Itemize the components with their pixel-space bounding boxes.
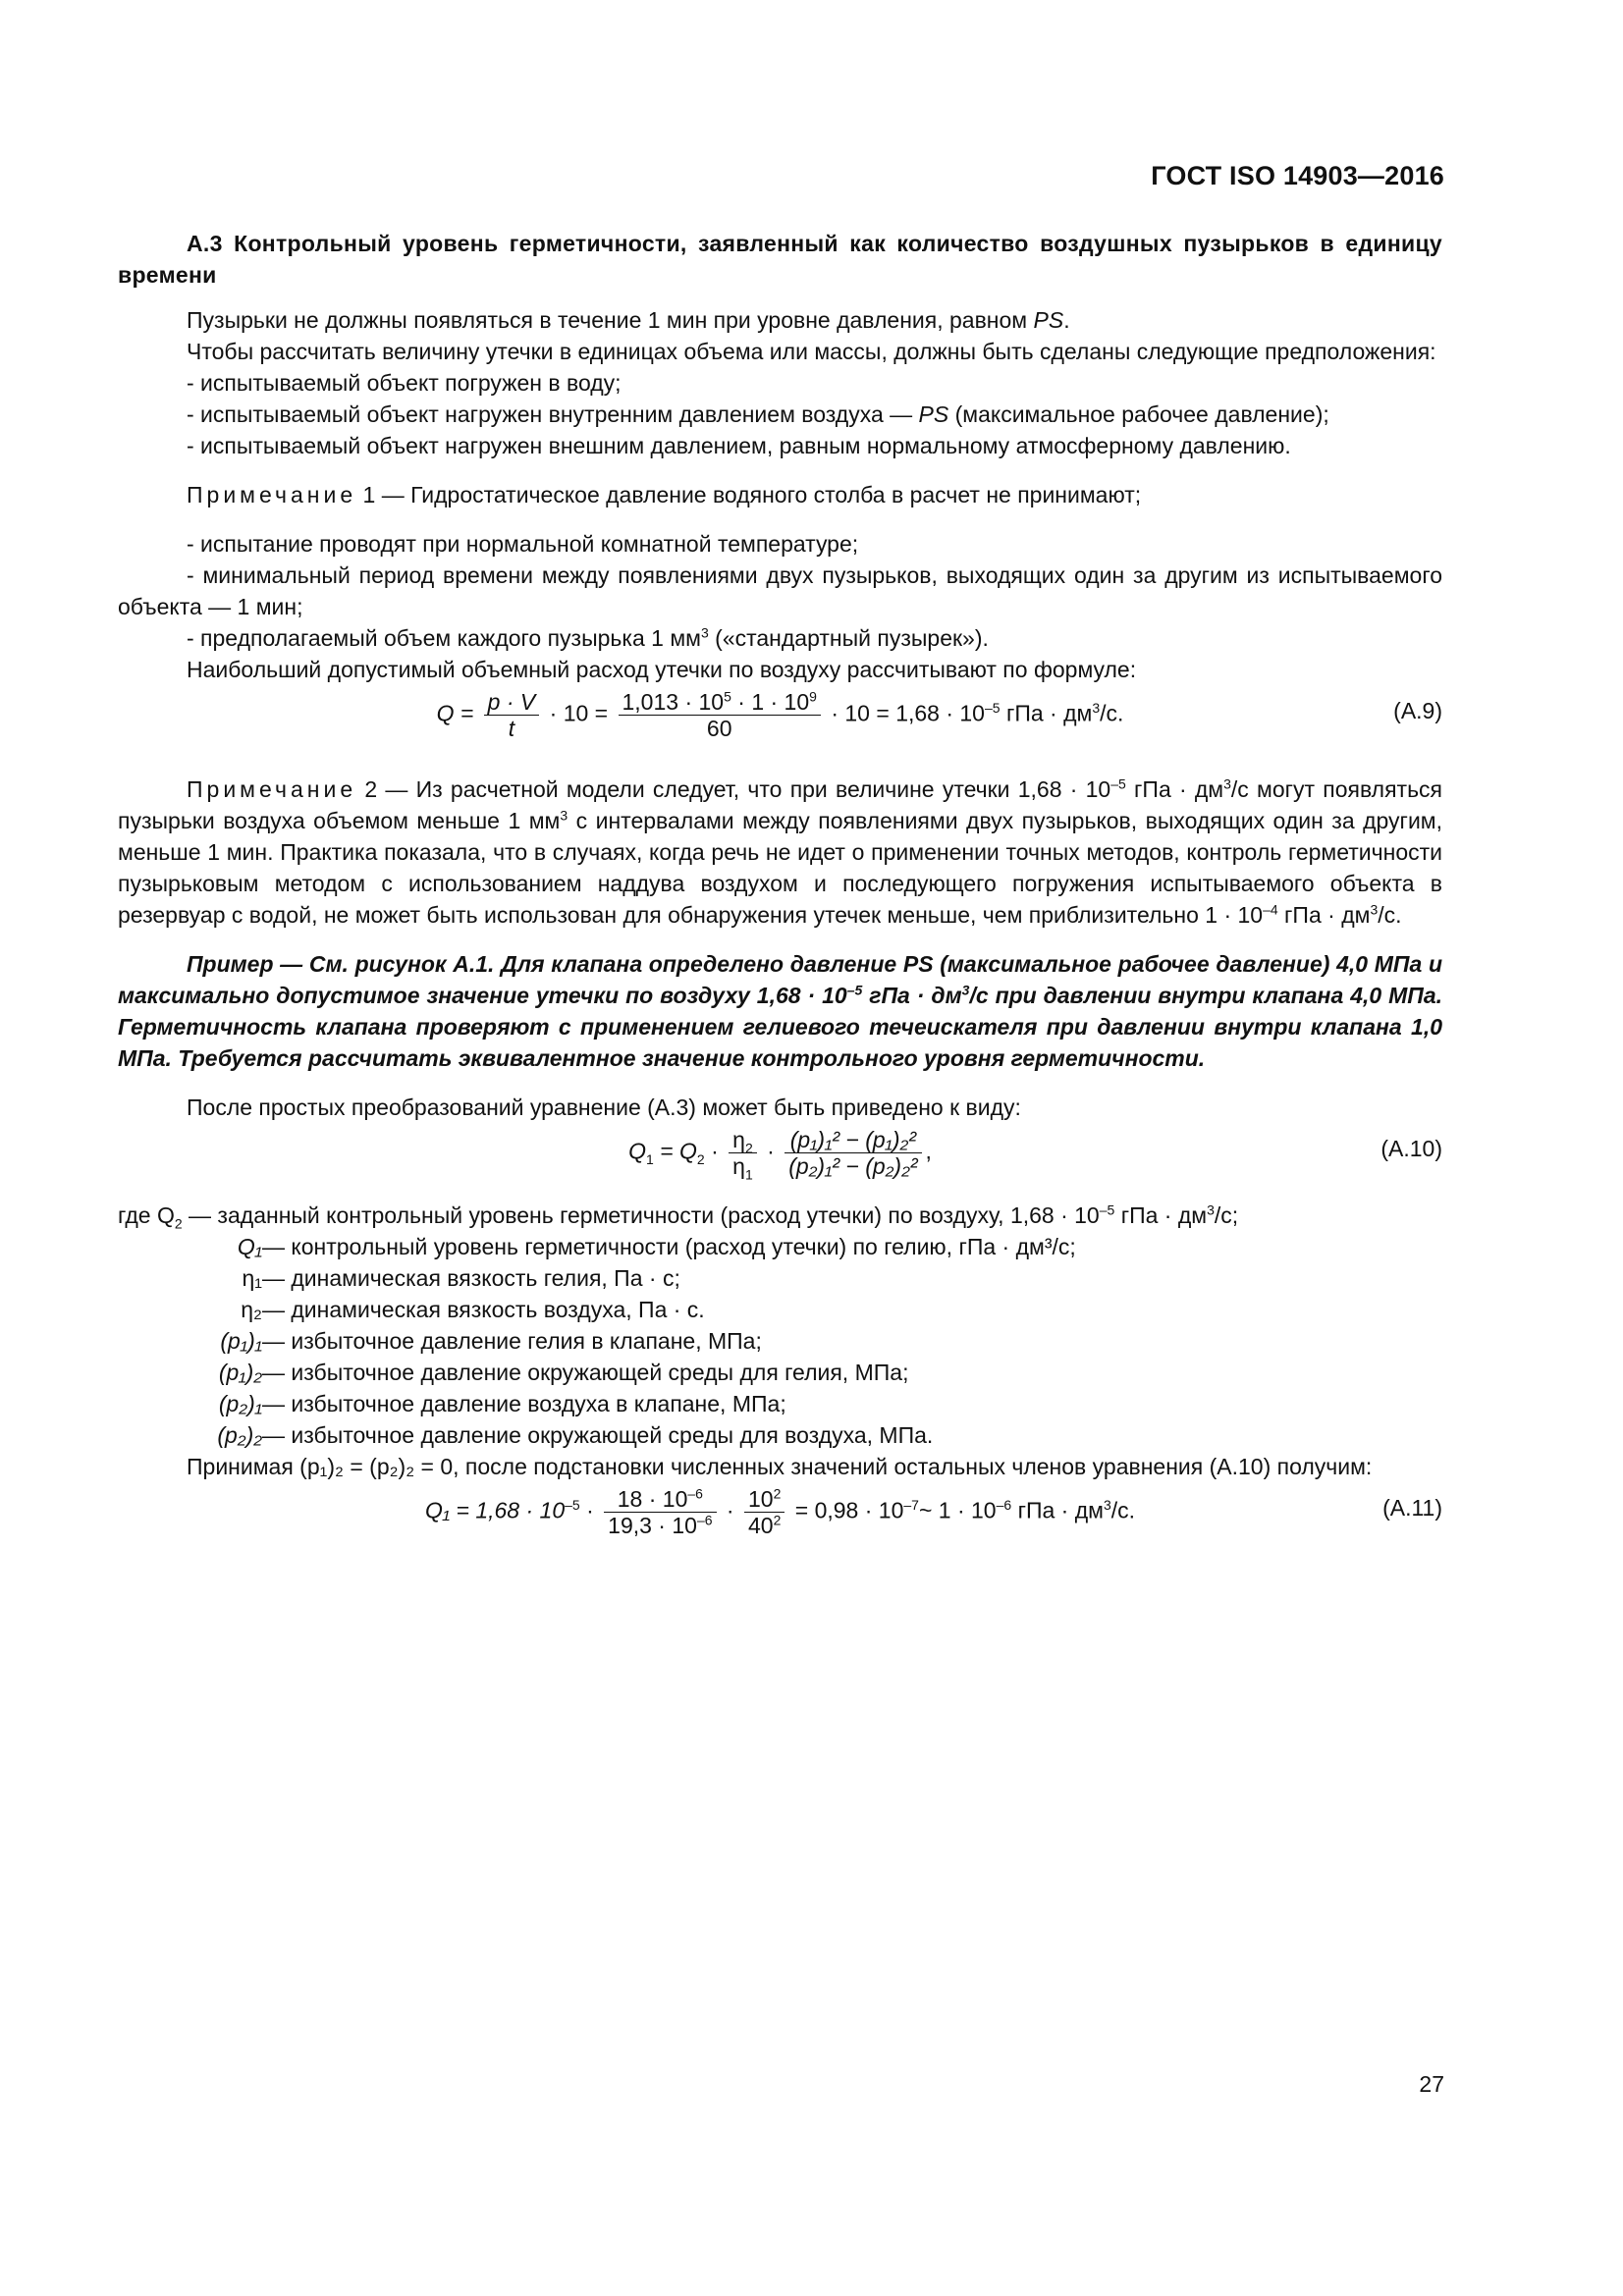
- formula-number-a9: (А.9): [1393, 698, 1442, 723]
- where-item: (p₁)₂ — избыточное давление окружающей среды для гелия, МПа;: [218, 1360, 909, 1385]
- fraction-numeric: $\frac{1,013 \cdot 10^5 \cdot 1 \cdot 10^9}{60}$: [619, 689, 821, 741]
- page-content: [118, 228, 1442, 1563]
- fraction-pressure: $\frac{\text{(p₁)₁² − (p₁)₂²}}{\text{(p₂)₁² − (p₂)₂²}}$: [784, 1127, 921, 1179]
- paragraph-transform: После простых преобразований уравнение (А.3) может быть приведено к виду:: [187, 1095, 1021, 1120]
- where-item: Q₁ — контрольный уровень герметичности (расход утечки) по гелию, гПа · дм³/с;: [237, 1234, 1076, 1259]
- document-header-title: ГОСТ ISO 14903—2016: [1151, 161, 1444, 190]
- fraction-pressures: $\frac{10^2}{40^2}$: [744, 1486, 784, 1538]
- fraction-coefficients: $\frac{18 \cdot 10^{-6}}{19,3 \cdot 10^{-6}}$: [604, 1486, 716, 1538]
- example-paragraph: Пример — См. рисунок А.1. Для клапана определено давление PS (максимальное рабочее давление) 4,0 МПа и максимально допустимое значение утечки по воздуху $1,68 \cdot 10^{-5}$ гПа · $дм^3/с$ при давлении внутри клапана 4,0 МПа. Герметичность клапана проверяют с применением гелиевого течеискателя при давлении внутри клапана 1,0 МПа. Требуется рассчитать эквивалентное значение контрольного уровня герметичности.: [118, 951, 1443, 1071]
- paragraph-bubbles: Пузырьки не должны появляться в течение 1 мин при уровне давления, равном PS.: [187, 307, 1070, 333]
- where-item: (p₂)₂ — избыточное давление окружающей среды для воздуха, МПа.: [217, 1422, 934, 1448]
- section-heading: А.3 Контрольный уровень герметичности, заявленный как количество воздушных пузырьков в единицу времени: [118, 231, 1442, 288]
- where-list: [118, 1200, 1442, 1451]
- note-2: Примечание 2 — Из расчетной модели следует, что при величине утечки $1,68 \cdot 10^{-5}$ гПа · $дм^3/с$ могут появляться пузырьки воздуха объемом меньше 1 $мм^3$ с интервалами между появлениями двух пузырьков, выходящих один за другим, меньше 1 мин. Практика показала, что в случаях, когда речь не идет о применении точных методов, контроль герметичности пузырьковым методом с использованием наддува воздухом и последующего погружения испытываемого объекта в резервуар с водой, не может быть использован для обнаружения утечек меньше, чем приблизительно $1 \cdot 10^{-4}$ гПа · $дм^3/с$.: [118, 775, 1443, 928]
- paragraph-assumptions: Чтобы рассчитать величину утечки в единицах объема или массы, должны быть сделаны следующие предположения:: [187, 339, 1436, 364]
- paragraph-max-flow: Наибольший допустимый объемный расход утечки по воздуху рассчитывают по формуле:: [187, 657, 1137, 682]
- where-item: (p₂)₁ — избыточное давление воздуха в клапане, МПа;: [218, 1391, 786, 1416]
- fraction-viscosity: $\frac{\eta_2}{\eta_1}$: [729, 1127, 757, 1179]
- page-number: 27: [1419, 2071, 1444, 2097]
- formula-number-a11: (А.11): [1382, 1495, 1442, 1521]
- fraction-pv-t: $\frac{p \cdot V}{t}$: [484, 689, 540, 741]
- formula-number-a10: (А.10): [1380, 1136, 1442, 1161]
- where-item: η₁ — динамическая вязкость гелия, Па · с;: [242, 1265, 680, 1291]
- paragraph-substitution: Принимая (p₁)₂ = (p₂)₂ = 0, после подстановки численных значений остальных членов уравнения (А.10) получим:: [187, 1454, 1373, 1479]
- where-item: η₂ — динамическая вязкость воздуха, Па · с.: [241, 1297, 705, 1322]
- bullet-room-temperature: - испытание проводят при нормальной комнатной температуре;: [187, 531, 859, 557]
- bullet-external-pressure: - испытываемый объект нагружен внешним давлением, равным нормальному атмосферному давлению.: [187, 433, 1291, 458]
- bullet-internal-pressure: - испытываемый объект нагружен внутренним давлением воздуха — PS (максимальное рабочее давление);: [187, 401, 1329, 427]
- formula-a11: $Q_1 = 1,68 \cdot 10^{-5}$ · $\frac{18 \cdot 10^{-6}}{19,3 \cdot 10^{-6}}$ · $\frac{10^2}{40^2}$ = $0,98 \cdot 10^{-7}\sim$ $1 \cdot 10^{-6}$ гПа · $дм^3/с$. (А.11): [424, 1485, 1442, 1538]
- formula-a10: $Q_1 = Q_2$ · $\frac{\eta_2}{\eta_1}$ · $\frac{\text{(p₁)₁² − (p₁)₂²}}{\text{(p₂)₁² − (p₂)₂²}}$ , (А.10): [628, 1127, 1442, 1183]
- note-1: Примечание 1 — Гидростатическое давление водяного столба в расчет не принимают;: [187, 482, 1142, 507]
- bullet-bubble-volume: - предполагаемый объем каждого пузырька 1 $мм^3$ («стандартный пузырек»).: [187, 624, 989, 651]
- where-q2: где $Q_2$ — заданный контрольный уровень герметичности (расход утечки) по воздуху, $1,68 \cdot 10^{-5}$ гПа · $дм^3/с$;: [118, 1201, 1239, 1232]
- formula-a9: Q = $\frac{p \cdot V}{t}$ · 10 = $\frac{1,013 \cdot 10^5 \cdot 1 \cdot 10^9}{60}$ · $10 = 1,68 \cdot 10^{-5}$ гПа · $дм^3/с$. (А.9): [436, 688, 1442, 741]
- bullet-minimal-period: - минимальный период времени между появлениями двух пузырьков, выходящих один за другим из испытываемого объекта — 1 мин;: [118, 562, 1442, 619]
- bullet-immersed: - испытываемый объект погружен в воду;: [187, 370, 622, 396]
- where-item: (p₁)₁ — избыточное давление гелия в клапане, МПа;: [220, 1328, 762, 1354]
